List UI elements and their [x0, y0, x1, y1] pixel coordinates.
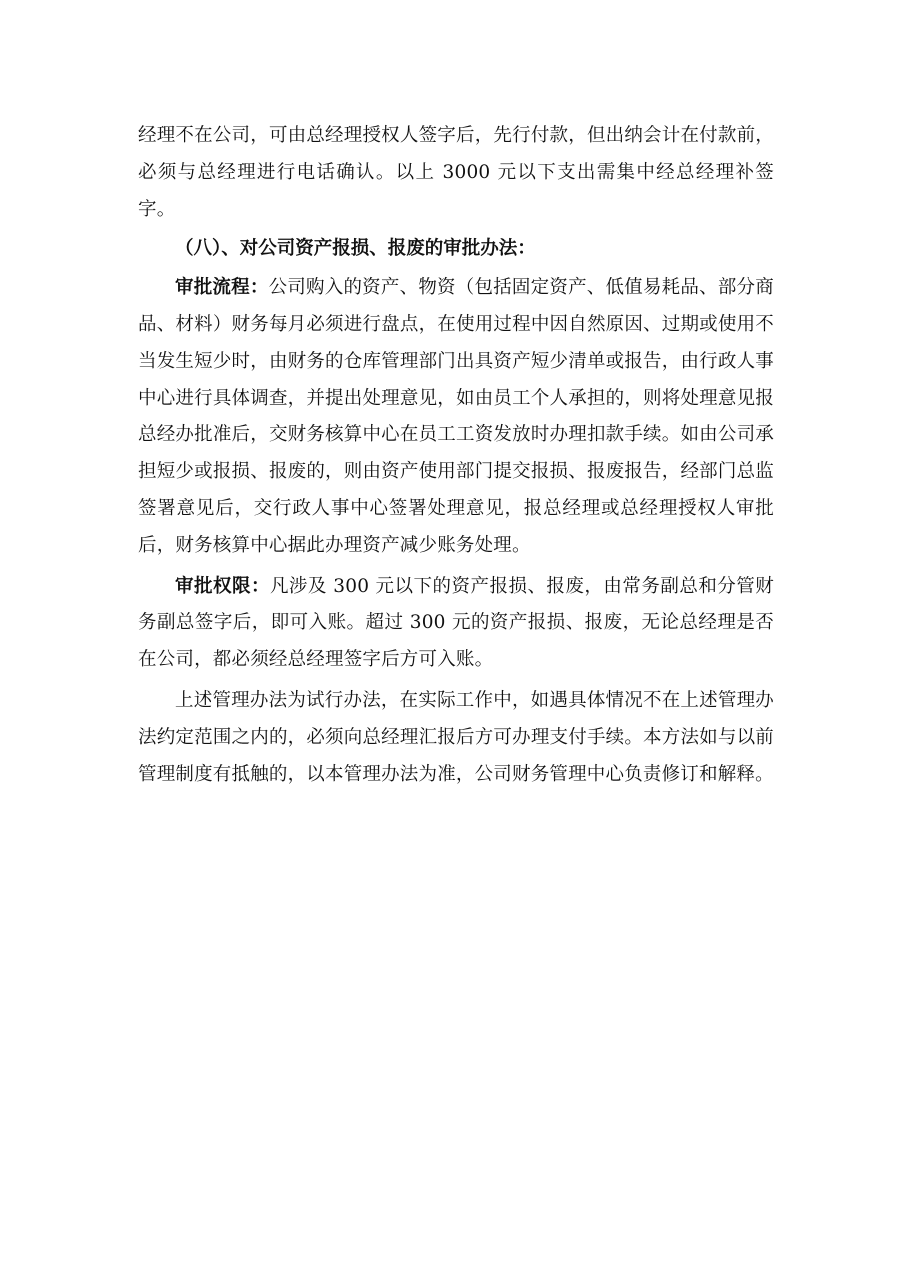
paragraph-trial-measures: 上述管理办法为试行办法，在实际工作中，如遇具体情况不在上述管理办法约定范围之内的，必须向总经理汇报后方可办理支付手续。本方法如与以前管理制度有抵触的，以本管理办法为准，公司财务管理中心负责修订和解释。 — [138, 689, 774, 785]
approval-process-label: 审批流程： — [175, 277, 269, 299]
approval-process-text: 公司购入的资产、物资（包括固定资产、低值易耗品、部分商品、材料）财务每月必须进行盘点，在使用过程中因自然原因、过期或使用不当发生短少时，由财务的仓库管理部门出具资产短少清单或报告，由行政人事中心进行具体调查，并提出处理意见，如由员工个人承担的，则将处理意见报总经办批准后，交财务核算中心在员工工资发放时办理扣款手续。如由公司承担短少或报损、报废的，则由资产使用部门提交报损、报废报告，经部门总监签署意见后，交行政人事中心签署处理意见，报总经理或总经理授权人审批后，财务核算中心据此办理资产减少账务处理。 — [138, 277, 774, 556]
paragraph-payment-approval: 经理不在公司，可由总经理授权人签字后，先行付款，但出纳会计在付款前，必须与总经理进行电话确认。以上 3000 元以下支出需集中经总经理补签字。 — [138, 125, 774, 220]
approval-authority-label: 审批权限： — [175, 575, 270, 597]
paragraph-approval-authority — [138, 569, 774, 679]
paragraph-approval-process — [138, 270, 774, 564]
document-page — [138, 118, 774, 793]
section-heading-asset-writeoff: （八）、对公司资产报损、报废的审批办法： — [175, 238, 536, 260]
approval-authority-text: 凡涉及 300 元以下的资产报损、报废，由常务副总和分管财务副总签字后，即可入账。超过 300 元的资产报损、报废，无论总经理是否在公司，都必须经总经理签字后方可入账。 — [138, 575, 774, 671]
